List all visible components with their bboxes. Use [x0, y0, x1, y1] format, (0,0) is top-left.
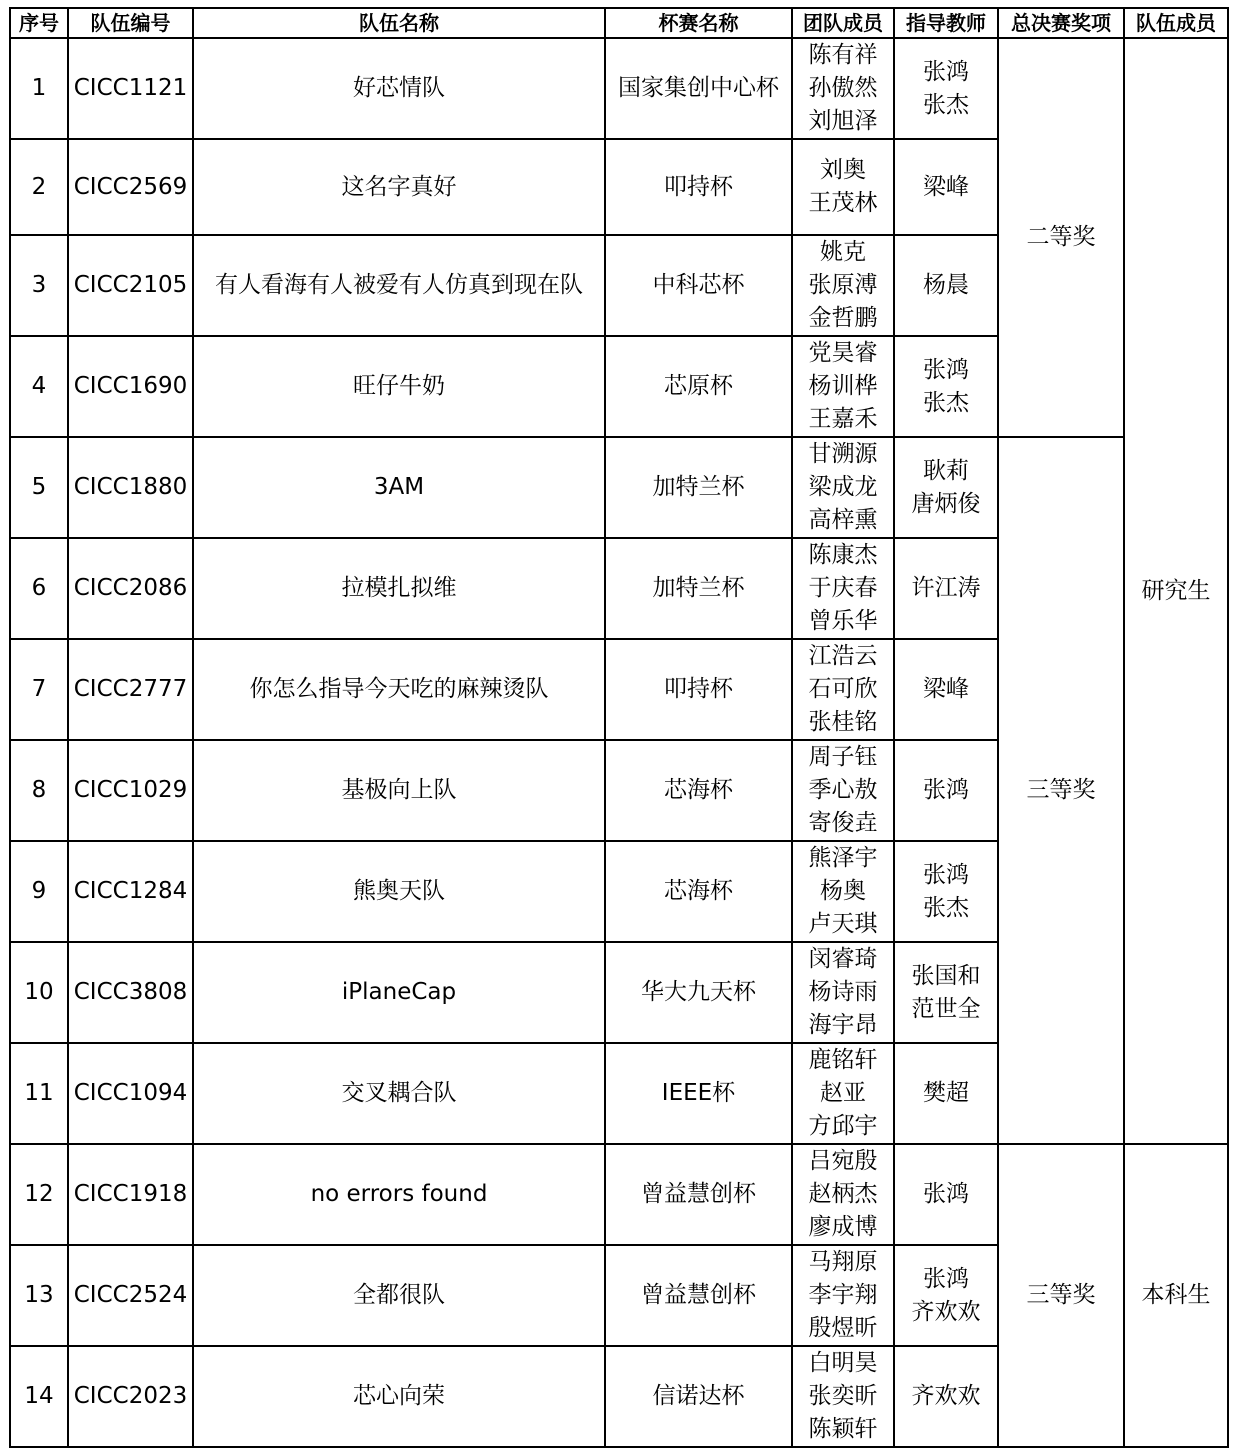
row-number-cell: 4 — [10, 336, 68, 437]
row-number-cell: 7 — [10, 639, 68, 740]
team-id-cell: CICC1094 — [68, 1043, 193, 1144]
advisor-name: 梁峰 — [923, 676, 969, 702]
team-members-list — [793, 1145, 893, 1244]
team-members-list — [793, 943, 893, 1042]
team-member-name: 高梓熏 — [808, 507, 878, 533]
team-members-list — [793, 236, 893, 335]
team-member-name: 刘奥 — [820, 157, 866, 183]
advisor-name: 张杰 — [923, 91, 969, 118]
header-cell-team-members: 团队成员 — [792, 8, 894, 38]
advisors-cell — [894, 437, 998, 538]
cup-name-cell: 叩持杯 — [605, 139, 792, 235]
team-name-cell: iPlaneCap — [193, 942, 605, 1043]
team-members-cell — [792, 235, 894, 336]
team-member-name: 王茂林 — [808, 190, 878, 216]
header-cell-no: 序号 — [10, 8, 68, 38]
team-member-name: 寄俊垚 — [808, 810, 878, 836]
advisors-cell — [894, 740, 998, 841]
row-number-cell: 8 — [10, 740, 68, 841]
table-row — [10, 437, 1228, 538]
cup-name-cell: 华大九天杯 — [605, 942, 792, 1043]
cup-name-cell: 曾益慧创杯 — [605, 1144, 792, 1245]
table-row — [10, 38, 1228, 139]
team-name-cell: 好芯情队 — [193, 38, 605, 139]
team-members-cell — [792, 1245, 894, 1346]
team-name-cell: 旺仔牛奶 — [193, 336, 605, 437]
team-member-name: 方邱宇 — [808, 1113, 878, 1139]
cup-name-cell: 芯原杯 — [605, 336, 792, 437]
advisor-name: 范世全 — [911, 995, 981, 1022]
advisor-name: 杨晨 — [923, 272, 969, 298]
advisors-list — [895, 774, 997, 807]
team-members-cell — [792, 1346, 894, 1447]
advisors-list — [895, 354, 997, 420]
team-member-name: 张桂铭 — [808, 709, 878, 735]
team-member-name: 张奕昕 — [808, 1383, 878, 1409]
team-id-cell: CICC1918 — [68, 1144, 193, 1245]
team-member-name: 卢天琪 — [808, 911, 878, 937]
advisor-name: 张鸿 — [923, 356, 969, 383]
team-id-cell: CICC1690 — [68, 336, 193, 437]
advisors-cell — [894, 1245, 998, 1346]
team-name-cell: 芯心向荣 — [193, 1346, 605, 1447]
team-name-cell: 全都很队 — [193, 1245, 605, 1346]
team-members-cell — [792, 336, 894, 437]
team-member-name: 杨奥 — [820, 878, 866, 904]
team-members-cell — [792, 639, 894, 740]
advisors-cell — [894, 538, 998, 639]
advisor-name: 张杰 — [923, 389, 969, 416]
team-category-cell: 本科生 — [1124, 1144, 1228, 1447]
row-number-cell: 3 — [10, 235, 68, 336]
team-members-cell — [792, 841, 894, 942]
cup-name-cell: 加特兰杯 — [605, 538, 792, 639]
team-member-name: 刘旭泽 — [808, 108, 878, 134]
table-row — [10, 1144, 1228, 1245]
team-member-name: 吕宛殷 — [808, 1148, 878, 1174]
advisors-list — [895, 269, 997, 302]
team-member-name: 于庆春 — [808, 575, 878, 601]
row-number-cell: 6 — [10, 538, 68, 639]
cup-name-cell: 中科芯杯 — [605, 235, 792, 336]
header-cell-advisors: 指导教师 — [894, 8, 998, 38]
advisor-name: 张国和 — [911, 962, 981, 989]
advisors-cell — [894, 942, 998, 1043]
team-members-cell — [792, 942, 894, 1043]
final-award-cell: 三等奖 — [998, 1144, 1124, 1447]
cup-name-cell: 芯海杯 — [605, 841, 792, 942]
advisor-name: 张鸿 — [923, 861, 969, 888]
advisor-name: 耿莉 — [923, 457, 969, 484]
team-member-name: 陈颖轩 — [808, 1416, 878, 1442]
team-members-list — [793, 438, 893, 537]
team-members-list — [793, 640, 893, 739]
team-member-name: 江浩云 — [808, 643, 878, 669]
team-member-name: 鹿铭轩 — [808, 1047, 878, 1073]
advisors-cell — [894, 336, 998, 437]
team-name-cell: 有人看海有人被爱有人仿真到现在队 — [193, 235, 605, 336]
team-name-cell: 这名字真好 — [193, 139, 605, 235]
cup-name-cell: 国家集创中心杯 — [605, 38, 792, 139]
team-id-cell: CICC3808 — [68, 942, 193, 1043]
team-members-cell — [792, 437, 894, 538]
row-number-cell: 12 — [10, 1144, 68, 1245]
team-name-cell: 交叉耦合队 — [193, 1043, 605, 1144]
team-members-cell — [792, 139, 894, 235]
final-award-cell: 三等奖 — [998, 437, 1124, 1144]
team-members-cell — [792, 740, 894, 841]
team-member-name: 杨训桦 — [808, 373, 878, 399]
cup-name-cell: 曾益慧创杯 — [605, 1245, 792, 1346]
advisors-cell — [894, 1144, 998, 1245]
team-member-name: 张原溥 — [808, 272, 878, 298]
advisors-list — [895, 673, 997, 706]
team-id-cell: CICC2086 — [68, 538, 193, 639]
cup-name-cell: IEEE杯 — [605, 1043, 792, 1144]
team-member-name: 季心敖 — [808, 777, 878, 803]
team-member-name: 李宇翔 — [808, 1282, 878, 1308]
cup-name-cell: 芯海杯 — [605, 740, 792, 841]
row-number-cell: 10 — [10, 942, 68, 1043]
cup-name-cell: 叩持杯 — [605, 639, 792, 740]
header-cell-team-category: 队伍成员 — [1124, 8, 1228, 38]
team-name-cell: 你怎么指导今天吃的麻辣烫队 — [193, 639, 605, 740]
header-cell-team-id: 队伍编号 — [68, 8, 193, 38]
advisor-name: 齐欢欢 — [911, 1383, 981, 1409]
advisor-name: 许江涛 — [911, 575, 981, 601]
team-id-cell: CICC2777 — [68, 639, 193, 740]
team-member-name: 赵亚 — [820, 1080, 866, 1106]
advisors-list — [895, 455, 997, 521]
team-member-name: 石可欣 — [808, 676, 878, 702]
advisors-cell — [894, 639, 998, 740]
awards-table — [9, 7, 1229, 1448]
team-member-name: 曾乐华 — [808, 608, 878, 634]
team-member-name: 白明昊 — [808, 1350, 878, 1376]
advisors-cell — [894, 1346, 998, 1447]
advisors-list — [895, 859, 997, 925]
advisors-cell — [894, 841, 998, 942]
team-members-list — [793, 39, 893, 138]
row-number-cell: 1 — [10, 38, 68, 139]
advisor-name: 张鸿 — [923, 1265, 969, 1292]
row-number-cell: 2 — [10, 139, 68, 235]
advisors-cell — [894, 139, 998, 235]
team-id-cell: CICC1880 — [68, 437, 193, 538]
team-members-cell — [792, 1144, 894, 1245]
team-member-name: 陈康杰 — [808, 542, 878, 568]
table-body — [10, 38, 1228, 1447]
team-members-list — [793, 337, 893, 436]
team-members-list — [793, 1246, 893, 1345]
advisor-name: 梁峰 — [923, 173, 969, 200]
team-member-name: 姚克 — [820, 239, 866, 265]
advisors-list — [895, 1263, 997, 1329]
team-member-name: 周子钰 — [808, 744, 878, 770]
team-id-cell: CICC2569 — [68, 139, 193, 235]
advisors-cell — [894, 1043, 998, 1144]
team-members-list — [793, 154, 893, 220]
advisors-list — [895, 572, 997, 605]
team-member-name: 金哲鹏 — [808, 305, 878, 331]
advisor-name: 樊超 — [923, 1080, 969, 1106]
team-member-name: 廖成博 — [808, 1214, 878, 1240]
team-member-name: 闵睿琦 — [808, 946, 878, 972]
team-members-list — [793, 741, 893, 840]
team-member-name: 王嘉禾 — [808, 406, 878, 432]
team-category-cell: 研究生 — [1124, 38, 1228, 1144]
row-number-cell: 11 — [10, 1043, 68, 1144]
advisors-list — [895, 1077, 997, 1110]
header-cell-final-award: 总决赛奖项 — [998, 8, 1124, 38]
header-cell-team-name: 队伍名称 — [193, 8, 605, 38]
row-number-cell: 9 — [10, 841, 68, 942]
advisor-name: 齐欢欢 — [911, 1298, 981, 1325]
advisors-list — [895, 960, 997, 1026]
advisor-name: 张鸿 — [923, 777, 969, 803]
team-name-cell: 熊奥天队 — [193, 841, 605, 942]
row-number-cell: 5 — [10, 437, 68, 538]
advisors-list — [895, 1178, 997, 1211]
cup-name-cell: 加特兰杯 — [605, 437, 792, 538]
team-member-name: 赵柄杰 — [808, 1181, 878, 1207]
final-award-cell: 二等奖 — [998, 38, 1124, 437]
advisors-cell — [894, 38, 998, 139]
team-members-cell — [792, 538, 894, 639]
team-members-list — [793, 1347, 893, 1446]
row-number-cell: 13 — [10, 1245, 68, 1346]
team-member-name: 殷煜昕 — [808, 1315, 878, 1341]
team-members-cell — [792, 38, 894, 139]
advisors-list — [895, 171, 997, 204]
team-id-cell: CICC1029 — [68, 740, 193, 841]
advisors-list — [895, 56, 997, 122]
header-row — [10, 8, 1228, 38]
team-name-cell: 3AM — [193, 437, 605, 538]
team-member-name: 甘溯源 — [808, 441, 878, 467]
team-members-cell — [792, 1043, 894, 1144]
team-member-name: 海宇昂 — [808, 1012, 878, 1038]
team-member-name: 杨诗雨 — [808, 979, 878, 1005]
advisor-name: 唐炳俊 — [911, 490, 981, 517]
cup-name-cell: 信诺达杯 — [605, 1346, 792, 1447]
team-members-list — [793, 842, 893, 941]
team-member-name: 梁成龙 — [808, 474, 878, 500]
team-members-list — [793, 1044, 893, 1143]
advisors-cell — [894, 235, 998, 336]
header-cell-cup-name: 杯赛名称 — [605, 8, 792, 38]
team-name-cell: no errors found — [193, 1144, 605, 1245]
team-name-cell: 基极向上队 — [193, 740, 605, 841]
team-member-name: 党昊睿 — [808, 340, 878, 366]
team-name-cell: 拉模扎拟维 — [193, 538, 605, 639]
team-member-name: 熊泽宇 — [808, 845, 878, 871]
team-id-cell: CICC1121 — [68, 38, 193, 139]
advisor-name: 张鸿 — [923, 58, 969, 85]
team-id-cell: CICC1284 — [68, 841, 193, 942]
team-member-name: 孙傲然 — [808, 75, 878, 101]
team-id-cell: CICC2023 — [68, 1346, 193, 1447]
advisor-name: 张鸿 — [923, 1181, 969, 1207]
row-number-cell: 14 — [10, 1346, 68, 1447]
advisors-list — [895, 1380, 997, 1413]
advisor-name: 张杰 — [923, 894, 969, 921]
team-member-name: 陈有祥 — [808, 42, 878, 68]
team-id-cell: CICC2105 — [68, 235, 193, 336]
team-id-cell: CICC2524 — [68, 1245, 193, 1346]
team-member-name: 马翔原 — [808, 1249, 878, 1275]
team-members-list — [793, 539, 893, 638]
